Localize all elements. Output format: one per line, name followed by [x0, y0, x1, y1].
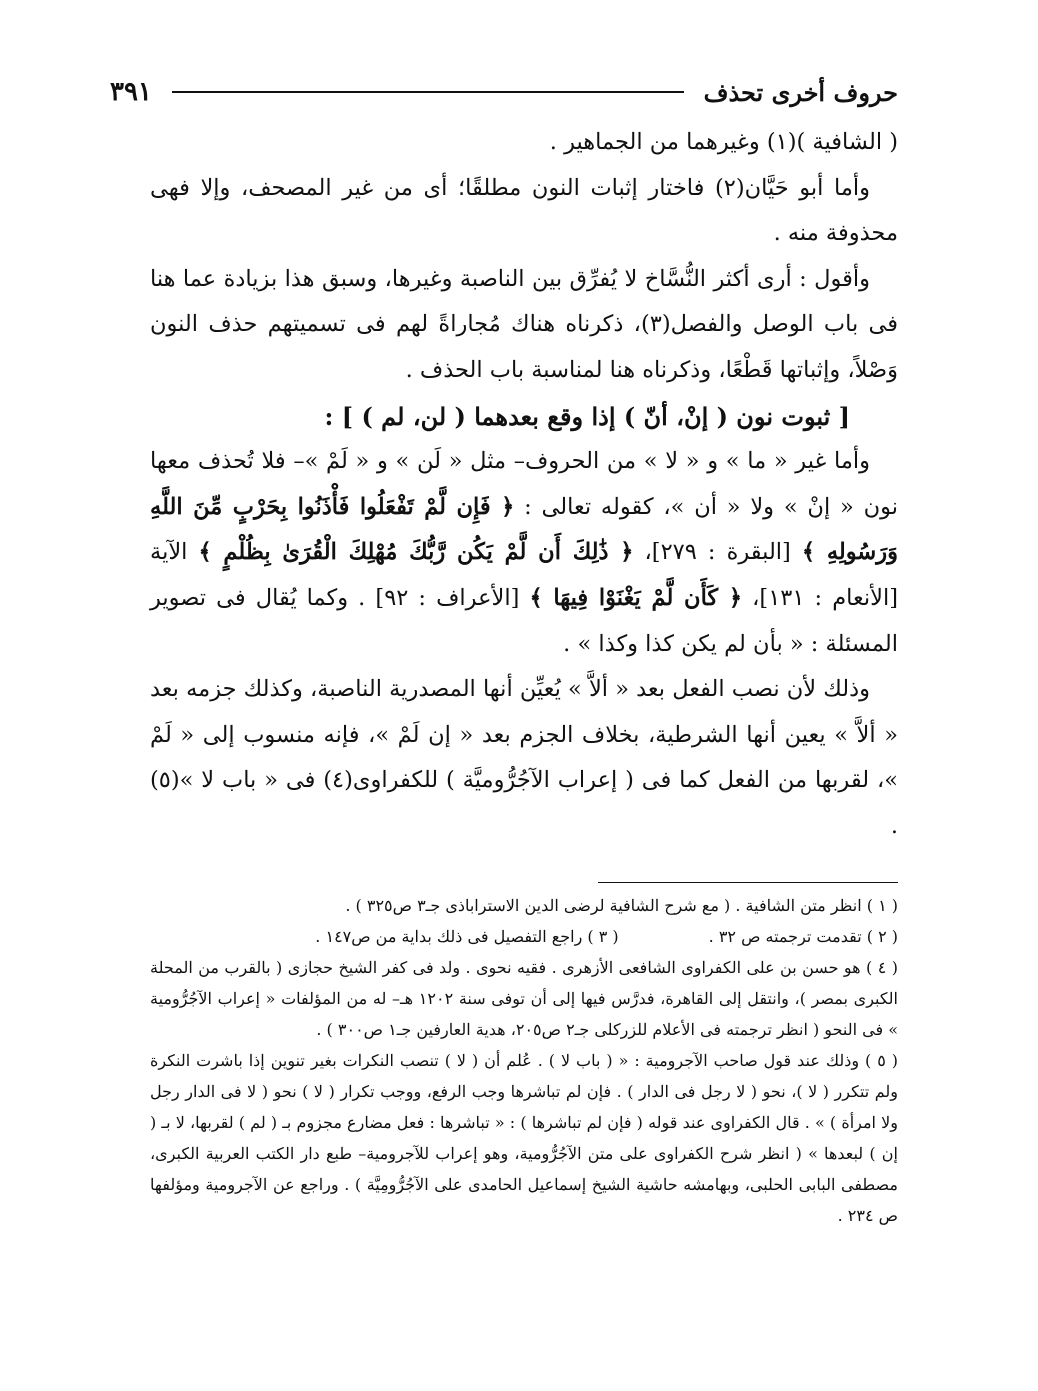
citation-1: [البقرة : ٢٧٩]،	[644, 539, 791, 566]
quran-quote-1: ﴿ فَإِن لَّمْ تَفْعَلُوا فَأْذَنُوا بِحَرْبٍ مِّنَ اللَّهِ وَرَسُولِهِ ﴾	[150, 493, 898, 566]
paragraph-3: وأقول : أرى أكثر النُّسَّاخ لا يُفرِّق بين الناصبة وغيرها، وسبق هذا بزيادة عما هنا فى باب الوصل والفصل(٣)، ذكرناه هناك مُجاراةً لهم فى تسميتهم حذف النون وَصْلاً، وإثباتها قَطْعًا، وذكرناه هنا لمناسبة باب الحذف .	[150, 265, 898, 383]
footnote-5: ( ٥ ) وذلك عند قول صاحب الآجرومية : « ( باب لا ) . عُلم أن ( لا ) تنصب النكرات بغير تنوين إذا باشرت النكرة ولم تتكرر ( لا )، نحو ( لا رجل فى الدار ) . فإن لم تباشرها وجب الرفع، ووجب تكرار ( لا ) نحو ( لا فى الدار رجل ولا امرأة ) » . قال الكفراوى عند قوله ( فإن لم تباشرها ) : « تباشرها : فعل مضارع مجزوم بـ ( لم ) لقربها، لا بـ ( إن ) لبعدها » ( انظر شرح الكفراوى على متن الآجُرُّومية، وهو إعراب للآجرومية– طبع دار الكتب العربية الكبرى، مصطفى البابى الحلبى، وبهامشه حاشية الشيخ إسماعيل الحامدى على الآجُرُّومِيَّة ) . وراجع عن الآجرومية ومؤلفها ص ٢٣٤ .	[150, 1051, 899, 1225]
footnotes	[150, 890, 898, 1231]
paragraph-4-text-2: [الأعراف : ٩٢] . وكما يُقال فى تصوير المسئلة : « بأن لم يكن كذا وكذا » .	[150, 584, 898, 657]
quran-quote-3: ﴿ كَأَن لَّمْ يَغْنَوْا فِيهَا ﴾	[529, 584, 743, 611]
paragraph-2: وأما أبو حَيَّان(٢) فاختار إثبات النون مطلقًا؛ أى من غير المصحف، وإلا فهى محذوفة منه .	[150, 174, 898, 247]
paragraph-4-text-1: وأما غير « ما » و « لا » من الحروف– مثل « لَن » و « لَمْ »– فلا تُحذف معها نون « إنْ » ولا « أن »، كقوله تعالى :	[150, 448, 898, 520]
header-rule	[172, 91, 684, 93]
footnote-4: ( ٤ ) هو حسن بن على الكفراوى الشافعى الأزهرى . فقيه نحوى . ولد فى كفر الشيخ حجازى ( بالقرب من المحلة الكبرى بمصر )، وانتقل إلى القاهرة، فدرَّس فيها إلى أن توفى سنة ١٢٠٢ هـ– له من المؤلفات « إعراب الآجُرُّومية » فى النحو ( انظر ترجمته فى الأعلام للزركلى جـ٢ ص٢٠٥، هدية العارفين جـ١ ص٣٠٠ ) .	[150, 958, 899, 1039]
paragraph-4	[150, 439, 898, 667]
running-header	[110, 72, 898, 112]
running-title: حروف أخرى تحذف	[703, 77, 898, 107]
citation-2: الآية [الأنعام : ١٣١]،	[150, 539, 898, 611]
footnote-divider	[598, 882, 898, 883]
paragraph-5: وذلك لأن نصب الفعل بعد « ألاَّ » يُعيِّن أنها المصدرية الناصبة، وكذلك جزمه بعد « ألاَّ » يعين أنها الشرطية، بخلاف الجزم بعد « إن لَمْ »، فإنه منسوب إلى « لَمْ »، لقربها من الفعل كما فى ( إعراب الآجُرُّوميَّة ) للكفراوى(٤) فى « باب لا »(٥) .	[150, 676, 898, 839]
footnote-3: ( ٣ ) راجع التفصيل فى ذلك بداية من ص١٤٧ .	[315, 927, 619, 946]
footnote-2: ( ٢ ) تقدمت ترجمته ص ٣٢ .	[708, 927, 898, 946]
quran-quote-2: ﴿ ذَٰلِكَ أَن لَّمْ يَكُن رَّبُّكَ مُهْلِكَ الْقُرَىٰ بِظُلْمٍ ﴾	[198, 539, 634, 566]
page-number: ٣٩١	[110, 77, 152, 107]
footnote-row	[150, 921, 898, 952]
section-heading: [ ثبوت نون ( إنْ، أنّ ) إذا وقع بعدهما ( لن، لم ) ] :	[324, 401, 850, 431]
main-text	[150, 120, 898, 850]
footnote-1: ( ١ ) انظر متن الشافية . ( مع شرح الشافية لرضى الدين الاستراباذى جـ٣ ص٣٢٥ ) .	[345, 896, 898, 915]
paragraph-1: ( الشافية )(١) وغيرهما من الجماهير .	[549, 129, 898, 155]
